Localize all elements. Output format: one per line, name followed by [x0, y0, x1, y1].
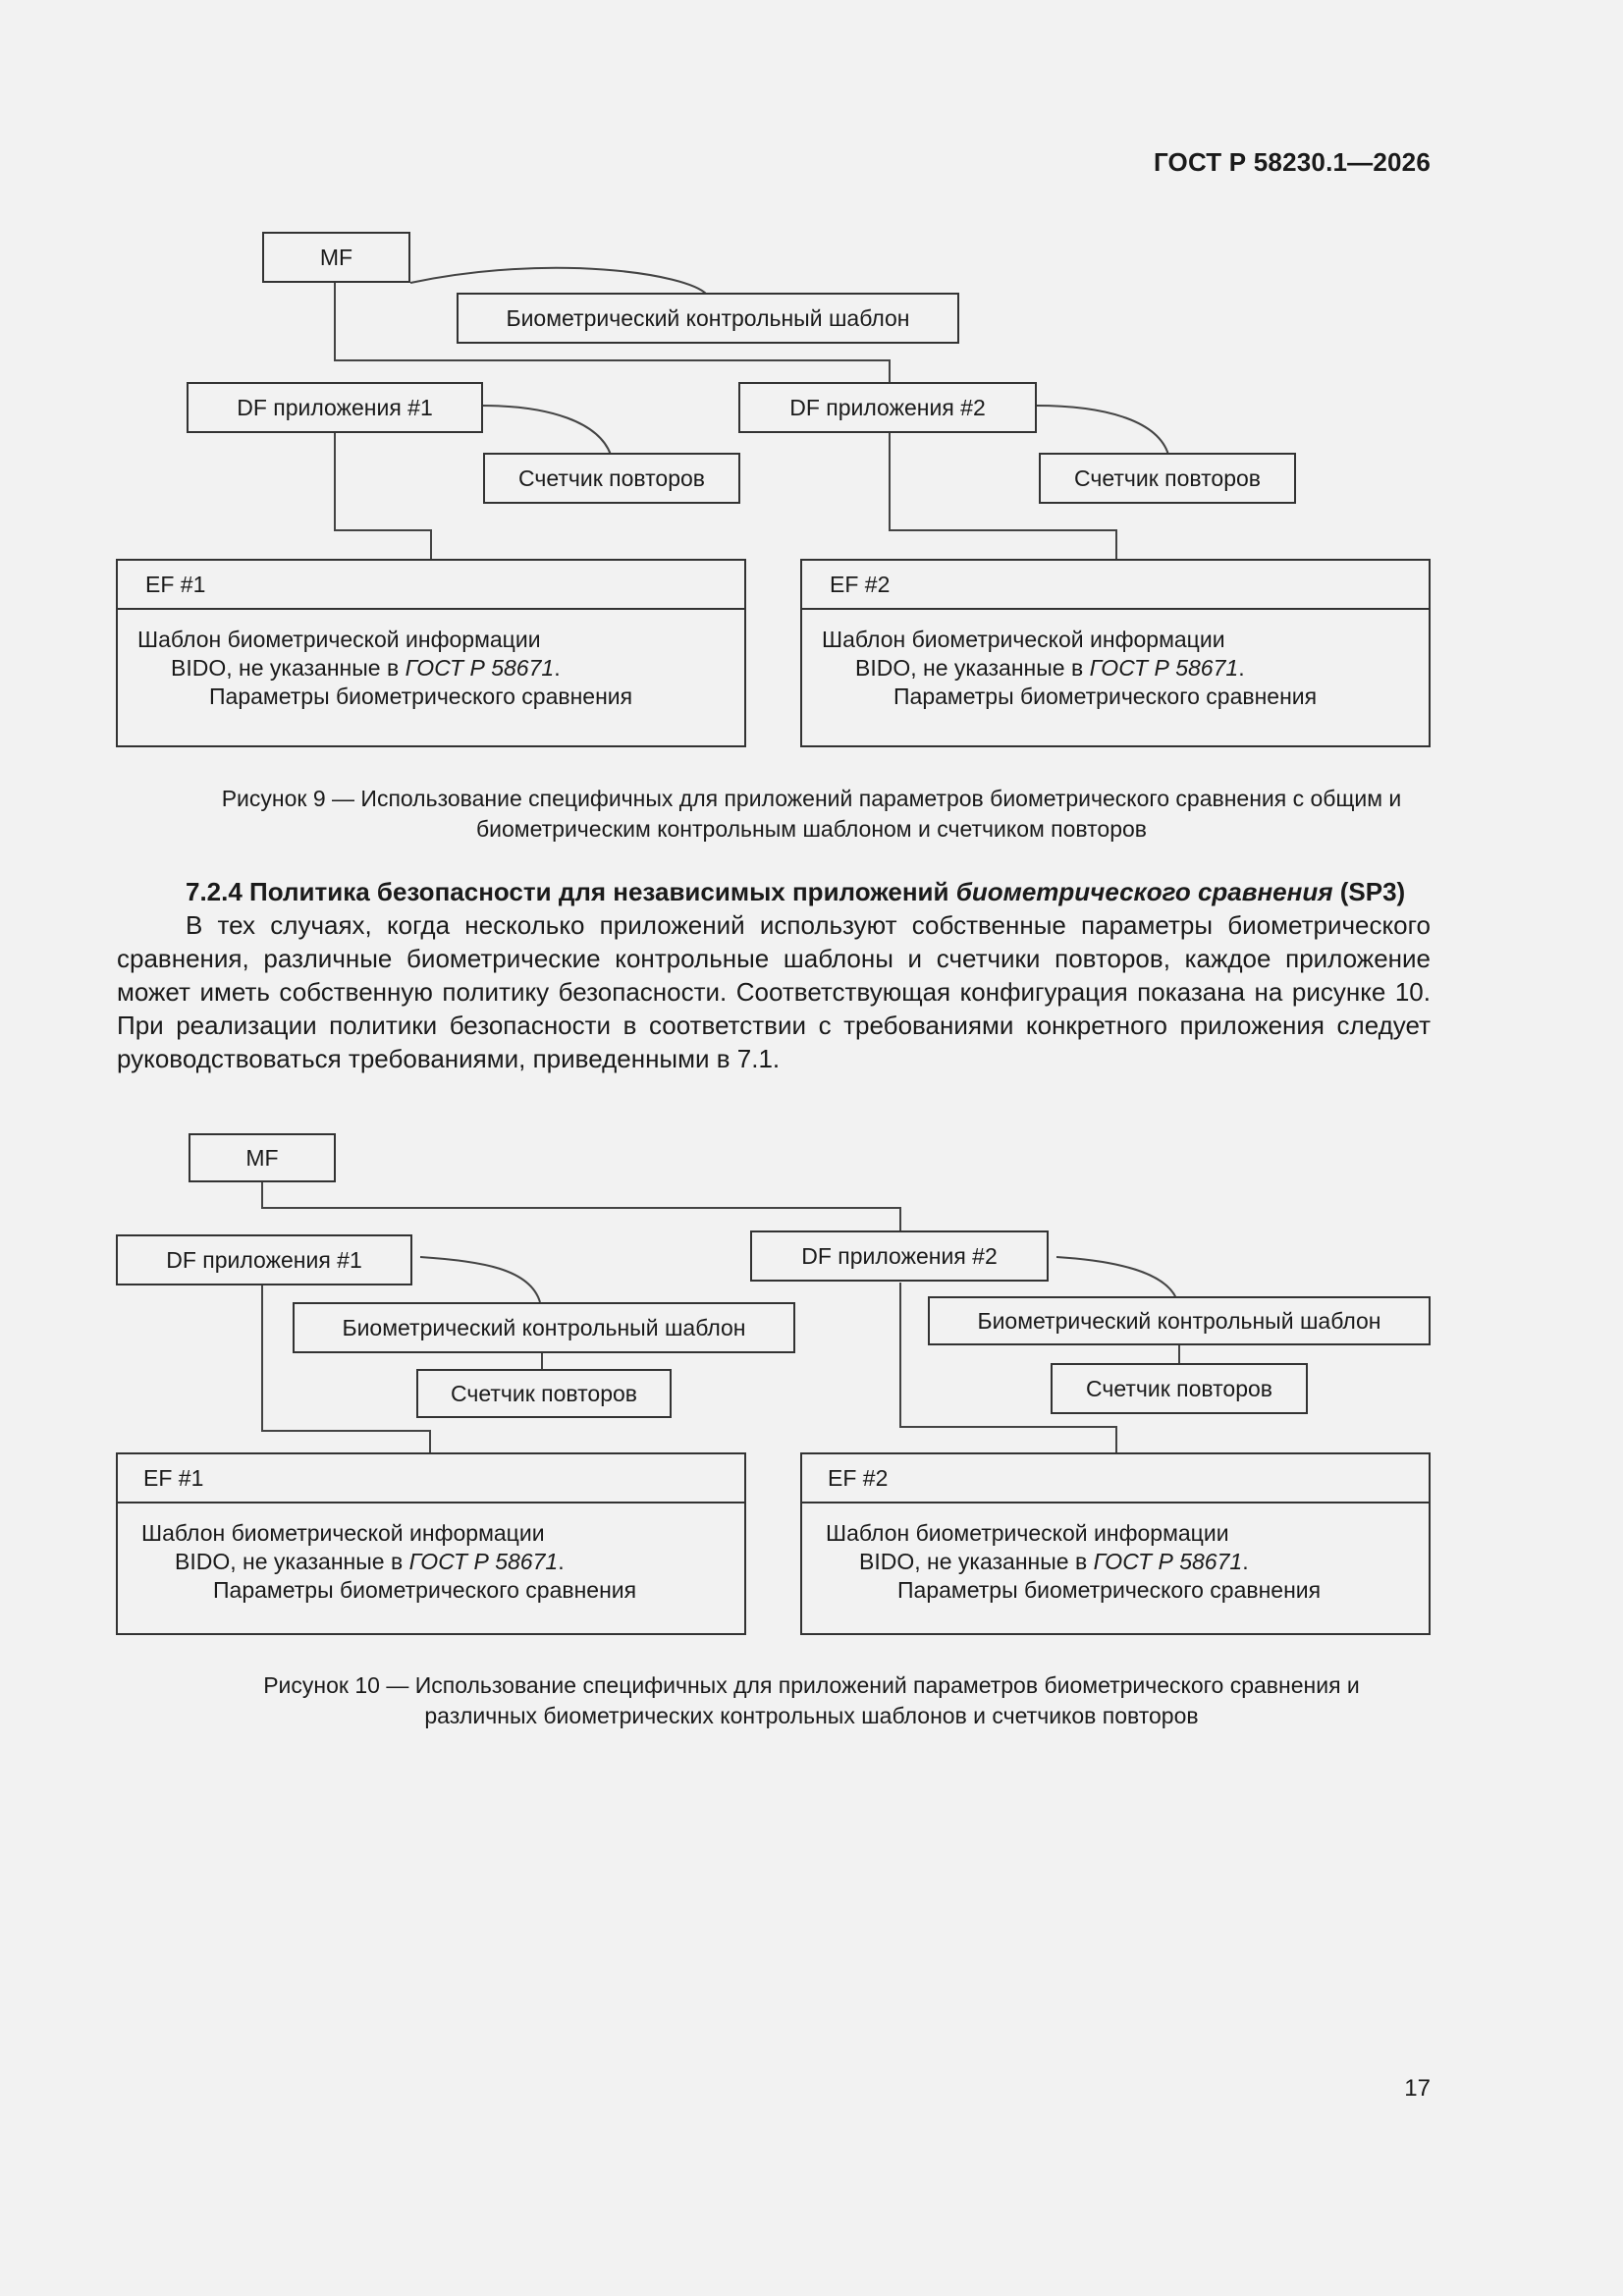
ef1-line3: Параметры биометрического сравнения: [213, 1577, 637, 1603]
ef2-line2: BIDO, не указанные в ГОСТ Р 58671.: [859, 1549, 1249, 1574]
ef2-title: EF #2: [802, 1454, 1429, 1503]
retry-counter2-box: Счетчик повторов: [1039, 453, 1296, 504]
ef2-box: [800, 559, 1431, 747]
section-heading: 7.2.4 Политика безопасности для независимых приложений биометрического сравнения (SP3): [186, 877, 1406, 906]
figure-9-diagram: [0, 0, 1623, 756]
ef1-line1: Шаблон биометрической информации: [137, 627, 541, 652]
ef1-line2: BIDO, не указанные в ГОСТ Р 58671.: [171, 655, 561, 681]
figure-10-caption: Рисунок 10 — Использование специфичных для приложений параметров биометрического сравнения и различных биометрических контрольных шаблонов и счетчиков повторов: [263, 1672, 1360, 1728]
ef2-line2: BIDO, не указанные в ГОСТ Р 58671.: [855, 655, 1245, 681]
link-df1-ef1: [335, 431, 431, 561]
link-mf-template: [410, 268, 707, 295]
link-df1-counter: [482, 406, 611, 455]
biometric-template-box: Биометрический контрольный шаблон: [457, 293, 959, 344]
retry-counter2-box: Счетчик повторов: [1051, 1363, 1308, 1414]
link-df2-counter: [1036, 406, 1168, 455]
document-header: ГОСТ Р 58230.1—2026: [1153, 147, 1431, 177]
ef1-title: EF #1: [118, 561, 744, 610]
df-app1-box: DF приложения #1: [187, 382, 483, 433]
retry-counter1-box: Счетчик повторов: [416, 1369, 672, 1418]
page-number: 17: [1404, 2075, 1431, 2102]
link-df1-template: [420, 1257, 540, 1302]
ef1-line2: BIDO, не указанные в ГОСТ Р 58671.: [175, 1549, 565, 1574]
figure-10-diagram: [0, 1129, 1623, 1640]
section-7-2-4: [117, 875, 1431, 1075]
gost-reference: ГОСТ Р 58671: [408, 1549, 559, 1574]
section-paragraph: В тех случаях, когда несколько приложений используют собственные параметры биометрического сравнения, различные биометрические контрольные шаблоны и счетчики повторов, каждое приложение может иметь собственную политику безопасности. Соответствующая конфигурация показана на рисунке 10. При реализации политики безопасности в соответствии с требованиями конкретного приложения следует руководствоваться требованиями, приведенными в 7.1.: [117, 910, 1431, 1073]
ef2-line1: Шаблон биометрической информации: [826, 1520, 1229, 1546]
biometric-template2-box: Биометрический контрольный шаблон: [928, 1296, 1431, 1345]
ef1-line3: Параметры биометрического сравнения: [209, 683, 633, 709]
ef1-box: [116, 559, 746, 747]
link-df2-template: [1056, 1257, 1176, 1298]
ef1-box: [116, 1452, 746, 1635]
df-app2-box: DF приложения #2: [738, 382, 1037, 433]
retry-counter1-box: Счетчик повторов: [483, 453, 740, 504]
link-mf-dfs: [262, 1182, 900, 1231]
df-app2-box: DF приложения #2: [750, 1230, 1049, 1282]
mf-box: MF: [189, 1133, 336, 1182]
gost-reference: ГОСТ Р 58671: [1089, 655, 1239, 681]
df-app1-box: DF приложения #1: [116, 1234, 412, 1285]
ef2-box: [800, 1452, 1431, 1635]
figure-9-caption: Рисунок 9 — Использование специфичных для приложений параметров биометрического сравнения с общим и биометрическим контрольным шаблоном и счетчиком повторов: [221, 786, 1402, 842]
mf-box: MF: [262, 232, 410, 283]
ef2-line3: Параметры биометрического сравнения: [897, 1577, 1322, 1603]
biometric-template1-box: Биометрический контрольный шаблон: [293, 1302, 795, 1353]
gost-reference: ГОСТ Р 58671: [1093, 1549, 1243, 1574]
ef2-title: EF #2: [802, 561, 1429, 610]
gost-reference: ГОСТ Р 58671: [405, 655, 555, 681]
ef1-line1: Шаблон биометрической информации: [141, 1520, 545, 1546]
ef2-line3: Параметры биометрического сравнения: [893, 683, 1318, 709]
ef1-title: EF #1: [118, 1454, 744, 1503]
ef2-line1: Шаблон биометрической информации: [822, 627, 1225, 652]
